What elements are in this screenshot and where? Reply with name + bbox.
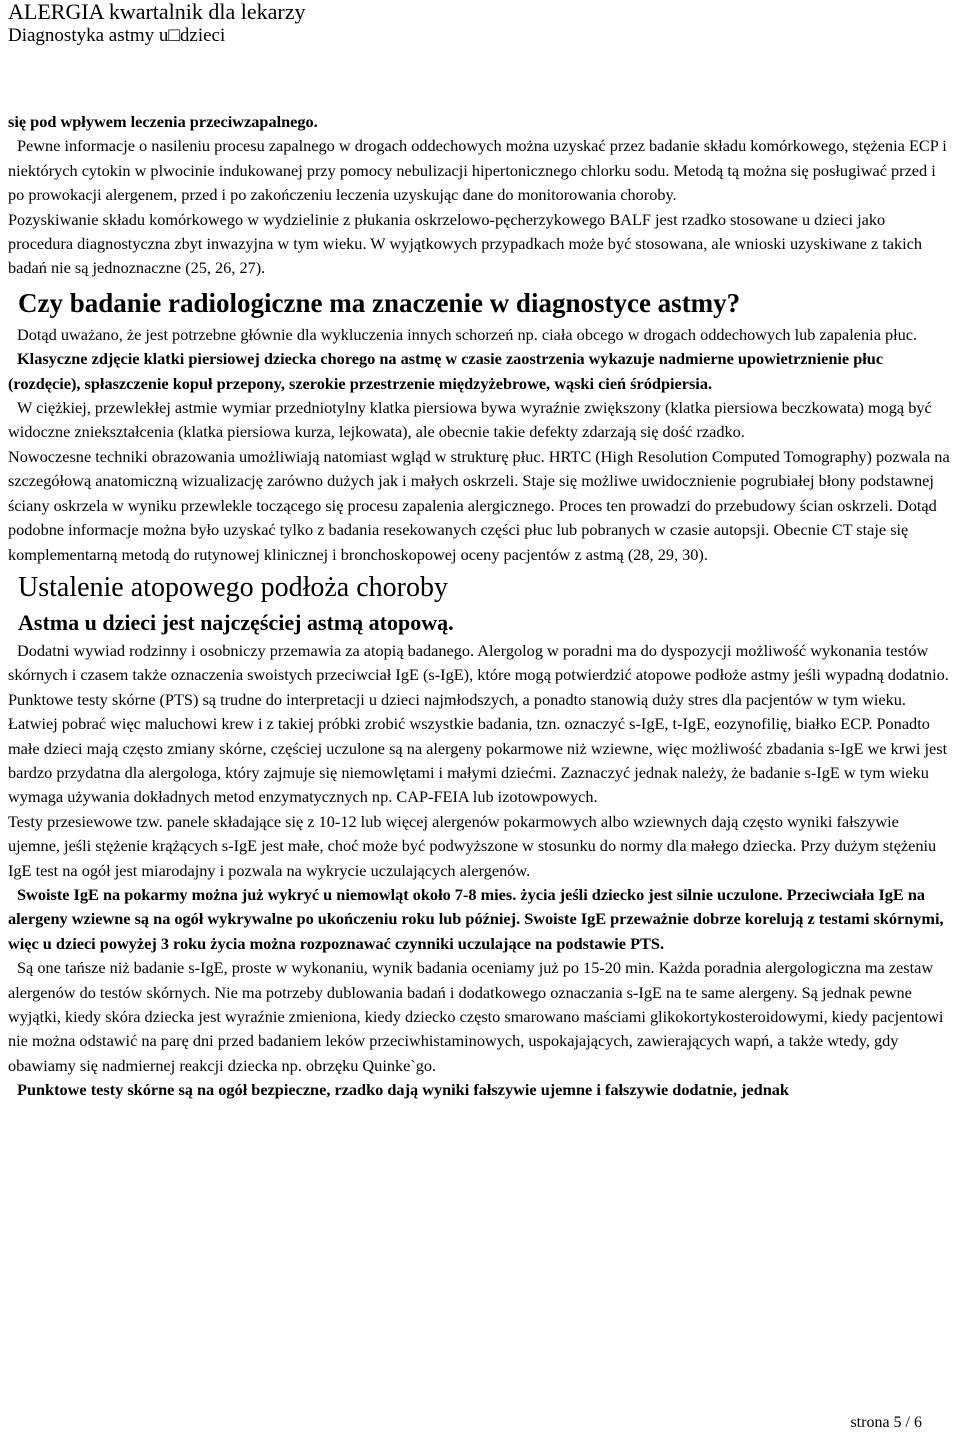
section-heading-atopy: Ustalenie atopowego podłoża choroby (18, 571, 448, 603)
paragraph: Punktowe testy skórne (PTS) są trudne do interpretacji u dzieci najmłodszych, a ponadto stanowią duży stres dla pacjentów w tym wieku. Łatwiej pobrać więc maluchowi krew i z takiej próbki zrobić wszystkie badania, tzn. oznaczyć s-IgE, t-IgE, eozynofilię, białko ECP. Ponadto małe dzieci mają często zmiany skórne, częściej uczulone są na alergeny pokarmowe niż wziewne, więc możliwość zbadania s-IgE we krwi jest bardzo przydatna dla alergologa, który zajmuje się niemowlętami i małymi dziećmi. Zaznaczyć jednak należy, że badanie s-IgE w tym wieku wymaga używania dokładnych metod enzymatycznych np. CAP-FEIA lub izotowpowych. (8, 689, 948, 807)
paragraph: Swoiste IgE na pokarmy można już wykryć u niemowląt około 7-8 mies. życia jeśli dziecko jest silnie uczulone. Przeciwciała IgE na alergeny wziewne są na ogół wykrywalne po ukończeniu roku lub później. Swoiste IgE przeważnie dobrze korelują z testami skórnymi, więc u dzieci powyżej 3 roku życia można rozpoznawać czynniki uczulające na podstawie PTS. (8, 884, 944, 953)
page-number: strona 5 / 6 (850, 1414, 922, 1431)
paragraph: Nowoczesne techniki obrazowania umożliwiają natomiast wgląd w strukturę płuc. HRTC (High Resolution Computed Tomography) pozwala na szczegółową anatomiczną wizualizację zarówno dużych jak i małych oskrzeli. Staje się możliwe uwidocznienie pogrubiałej błony podstawnej ściany oskrzela w wyniku przewlekle toczącego się procesu zapalenia alergicznego. Proces ten prowadzi do przebudowy ścian oskrzeli. Dotąd podobne informacje można było uzyskać tylko z badania resekowanych części płuc lub pobranych w czasie autopsji. Obecnie CT staje się komplementarną metodą do rutynowej klinicznej i bronchoskopowej oceny pacjentów z astmą (28, 29, 30). (8, 446, 950, 564)
journal-title: ALERGIA kwartalnik dla lekarzy (8, 0, 306, 24)
paragraph: Testy przesiewowe tzw. panele składające się z 10-12 lub więcej alergenów pokarmowych albo wziewnych dają często wyniki fałszywie ujemne, jeśli stężenie krążących s-IgE jest małe, choć może być podwyższone w stosunku do normy dla małego dziecka. Przy dużym stężeniu IgE test na ogół jest miarodajny i pozwala na wykrycie uczulających alergenów. (8, 811, 937, 880)
paragraph: Są one tańsze niż badanie s-IgE, proste w wykonaniu, wynik badania oceniamy już po 15-20 min. Każda poradnia alergologiczna ma zestaw alergenów do testów skórnych. Nie ma potrzeby dublowania badań i dodatkowego oznaczania s-IgE na te same alergeny. Są jednak pewne wyjątki, kiedy skóra dziecka jest wyraźnie zmieniona, kiedy dziecko często smarowano maściami glikokortykosteroidowymi, kiedy pacjentowi nie można odstawić na parę dni przed badaniem leków przeciwhistaminowych, uspokajających, zawierających wapń, a także wtedy, gdy obawiamy się nadmiernej reakcji dziecka np. obrzęku Quinke`go. (8, 958, 944, 1075)
paragraph: Punktowe testy skórne są na ogół bezpieczne, rzadko dają wyniki fałszywie ujemne i fałszywie dodatnie, jednak (17, 1080, 789, 1100)
paragraph: W ciężkiej, przewlekłej astmie wymiar przedniotylny klatka piersiowa bywa wyraźnie zwiększony (klatka piersiowa beczkowata) mogą być widoczne zniekształcenia (klatka piersiowa kurza, lejkowata), ale obecnie takie defekty zdarzają się dość rzadko. (8, 398, 932, 442)
paragraph: Klasyczne zdjęcie klatki piersiowej dziecka chorego na astmę w czasie zaostrzenia wykazuje nadmierne upowietrznienie płuc (rozdęcie), spłaszczenie kopuł przepony, szerokie przestrzenie międzyżebrowe, wąski cień śródpiersia. (8, 349, 884, 393)
subheading-atopy: Astma u dzieci jest najczęściej astmą atopową. (18, 609, 454, 635)
paragraph: Dodatni wywiad rodzinny i osobniczy przemawia za atopią badanego. Alergolog w poradni ma do dyspozycji możliwość wykonania testów skórnych i czasem także oznaczenia swoistych przeciwciał IgE (s-IgE), które mogą potwierdzić atopowe podłoże astmy jeśli wypadną dodatnio. (8, 640, 949, 685)
section-heading-radiology: Czy badanie radiologiczne ma znaczenie w diagnostyce astmy? (18, 287, 741, 318)
paragraph: Pewne informacje o nasileniu procesu zapalnego w drogach oddechowych można uzyskać przez badanie składu komórkowego, stężenia ECP i niektórych cytokin w plwocinie indukowanej przy pomocy nebulizacji hipertonicznego chlorku sodu. Metodą tą można się posługiwać przed i po prowokacji alergenem, przed i po zakończeniu leczenia uzyskując dane do monitorowania choroby. (8, 136, 947, 205)
paragraph: się pod wpływem leczenia przeciwzapalnego. (8, 112, 318, 131)
page-header (8, 0, 952, 48)
paragraph: Pozyskiwanie składu komórkowego w wydzielinie z płukania oskrzelowo-pęcherzykowego BALF jest rzadko stosowane u dzieci jako procedura diagnostyczna zbyt inwazyjna w tym wieku. W wyjątkowych przypadkach może być stosowana, ale wnioski uzyskiwane z takich badań nie są jednoznaczne (25, 26, 27). (8, 209, 923, 278)
article-body (8, 110, 952, 1103)
article-title: Diagnostyka astmy u□dzieci (8, 25, 226, 46)
paragraph: Dotąd uważano, że jest potrzebne głównie dla wykluczenia innych schorzeń np. ciała obcego w drogach oddechowych lub zapalenia płuc. (17, 324, 918, 344)
